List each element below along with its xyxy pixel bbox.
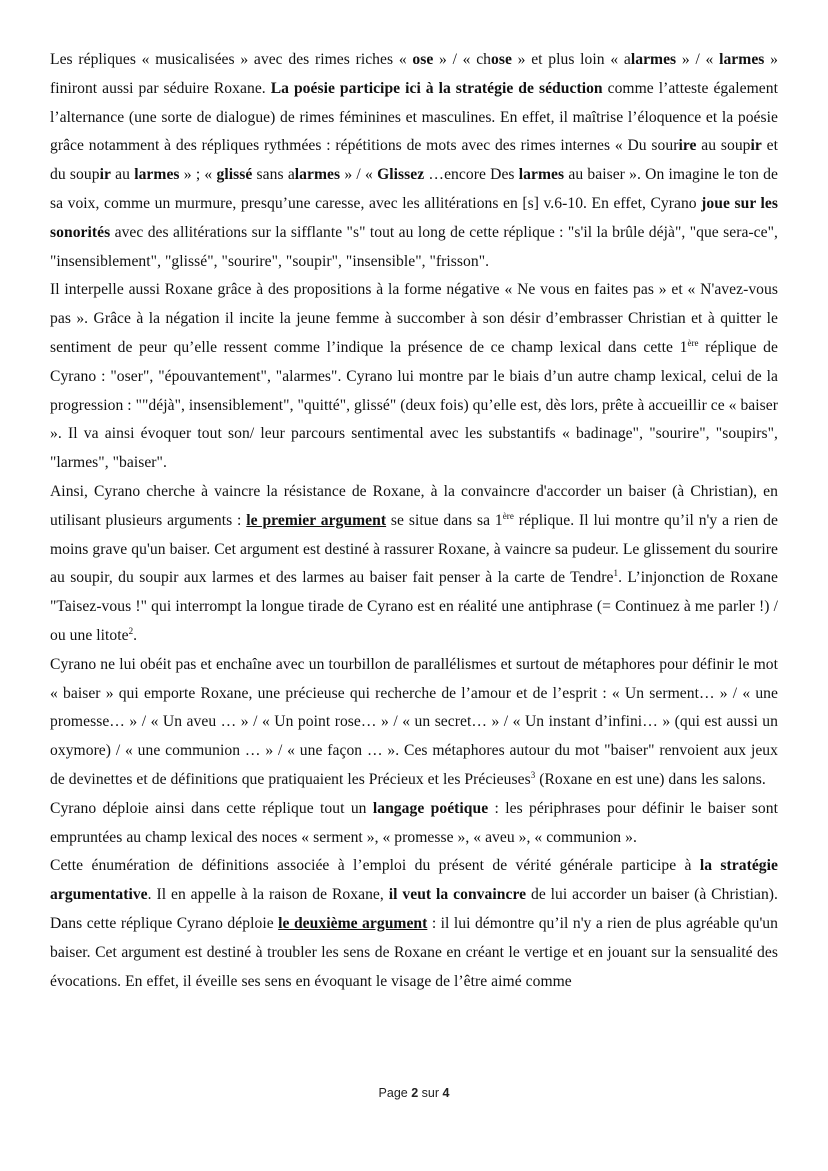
bold-text: ir — [750, 137, 762, 155]
page-label: Page — [378, 1086, 408, 1100]
bold-text: larmes — [719, 51, 765, 68]
bold-text: la stratégie argumentative — [50, 857, 778, 904]
superscript: 3 — [530, 769, 536, 780]
paragraph — [50, 478, 778, 651]
text-run: au soup — [696, 137, 751, 155]
superscript: ère — [502, 510, 514, 521]
bold-text: larmes — [294, 166, 341, 184]
text-run: : les périphrases pour définir le baiser sont empruntées au champ lexical des noces « serment », « promesse », « aveu », « communion ». — [50, 799, 778, 846]
superscript: 2 — [128, 625, 134, 636]
superscript: ère — [687, 337, 699, 348]
bold-text: ire — [678, 137, 697, 155]
superscript: 1 — [613, 568, 619, 579]
bold-text: joue sur les sonorités — [50, 194, 778, 241]
text-run: réplique de Cyrano : "oser", "épouvantement", "alarmes". Cyrano lui montre par le biais d’un autre champ lexical, celui de la progression : ""déjà", insensiblement", "quitté", glissé" (deux fois) qu’elle est, dès lors, prête à accueillir ce « baiser ». Il va ainsi évoquer tout son/ leur parcours sentimental avec les substantifs « badinage", "sourire", "soupirs", "larmes", "baiser". — [50, 338, 778, 472]
text-run: de lui accorder un baiser (à Christian). Dans cette réplique Cyrano déploie — [50, 886, 778, 932]
bold-text: larmes — [134, 166, 180, 184]
text-run: . — [133, 626, 138, 644]
text-run: » / « — [676, 51, 720, 68]
text-run: et du soup — [50, 137, 778, 184]
of-label: sur — [421, 1086, 440, 1100]
current-page-number: 2 — [411, 1086, 419, 1100]
paragraph — [50, 651, 778, 795]
text-run: Cette énumération de définitions associée à l’emploi du présent de vérité générale participe à — [50, 857, 700, 875]
page-footer — [0, 1086, 828, 1100]
bold-text: La poésie participe ici à la stratégie de séduction — [270, 79, 603, 97]
text-run: au — [110, 166, 135, 184]
text-run: sans a — [252, 166, 295, 184]
text-run: se situe dans sa 1 — [386, 511, 503, 529]
paragraph — [50, 852, 778, 996]
text-run: Cyrano déploie ainsi dans cette réplique tout un — [50, 799, 373, 817]
text-run: . Il en appelle à la raison de Roxane, — [147, 886, 389, 904]
bold-text: ose — [412, 51, 434, 68]
text-run: Les répliques « musicalisées » avec des rimes riches « — [50, 51, 413, 68]
text-run: au baiser ». On imagine le ton de sa voix, comme un murmure, presqu’une caresse, avec les allitérations en [s] v.6-10. En effet, Cyrano — [50, 166, 778, 212]
text-run: » finiront aussi par séduire Roxane. — [50, 51, 778, 97]
text-run: » / « — [340, 166, 378, 184]
bold-text: glissé — [216, 166, 253, 184]
bold-text: ir — [99, 166, 111, 184]
text-run: » / « ch — [433, 51, 492, 68]
paragraph — [50, 46, 778, 276]
text-run: avec des allitérations sur la sifflante "s" tout au long de cette réplique : "s'il la brûle déjà", "que sera-ce", "insensiblement", "glissé", "sourire", "soupir", "insensible", "frisson". — [50, 223, 778, 270]
text-run: . L’injonction de Roxane "Taisez-vous !" qui interrompt la longue tirade de Cyrano est en réalité une antiphrase (= Continuez à me parler !) / ou une litote — [50, 569, 778, 644]
text-run: …encore Des — [424, 166, 519, 184]
text-run: » et plus loin « a — [511, 51, 631, 68]
text-run: comme l’atteste également l’alternance (une sorte de dialogue) de rimes féminines et masculines. En effet, il maîtrise l’éloquence et la poésie grâce notamment à des répliques rythmées : répétitions de mots avec des rimes internes « Du sour — [50, 79, 778, 155]
bold-text: Glissez — [377, 166, 425, 184]
bold-text: langage poétique — [372, 799, 489, 817]
text-run: » ; « — [179, 166, 217, 184]
total-pages: 4 — [442, 1086, 450, 1100]
text-run: Cyrano ne lui obéit pas et enchaîne avec un tourbillon de parallélismes et surtout de métaphores pour définir le mot « baiser » qui emporte Roxane, une précieuse qui recherche de l’amour et de l’esprit : « Un serment… » / « une promesse… » / « Un aveu … » / « Un point rose… » / « un secret… » / « Un instant d’infini… » (qui est aussi un oxymore) / « une communion … » / « une façon … ». Ces métaphores autour du mot "baiser" renvoient aux jeux de devinettes et de définitions que pratiquaient les Précieux et les Précieuses — [50, 655, 778, 788]
text-run: réplique. Il lui montre qu’il n'y a rien de moins grave qu'un baiser. Cet argument est destiné à rassurer Roxane, à vaincre sa pudeur. Le glissement du sourire au soupir, du soupir aux larmes et des larmes au baiser fait penser à la carte de Tendre — [50, 511, 778, 587]
underlined-bold-text: le premier argument — [246, 511, 387, 529]
body-text — [50, 46, 778, 996]
bold-text: larmes — [518, 166, 565, 184]
text-run: Ainsi, Cyrano cherche à vaincre la résistance de Roxane, à la convaincre d'accorder un baiser (à Christian), en utilisant plusieurs arguments : — [50, 482, 778, 529]
text-run: Il interpelle aussi Roxane grâce à des propositions à la forme négative « Ne vous en faites pas » et « N'avez-vous pas ». Grâce à la négation il incite la jeune femme à succomber à son désir d’embrasser Christian et à quitter le sentiment de peur qu’elle ressent comme l’indique la présence de ce champ lexical dans cette 1 — [50, 281, 778, 356]
bold-text: larmes — [630, 51, 677, 68]
paragraph — [50, 795, 778, 853]
paragraph — [50, 276, 778, 478]
bold-text: il veut la convaincre — [388, 886, 527, 904]
bold-text: ose — [491, 51, 512, 68]
underlined-bold-text: le deuxième argument — [278, 914, 428, 932]
text-run: (Roxane en est une) dans les salons. — [535, 770, 766, 788]
text-run: : il lui démontre qu’il n'y a rien de plus agréable qu'un baiser. Cet argument est destiné à troubler les sens de Roxane en créant le vertige et en jouant sur la sensualité des évocations. En effet, il éveille ses sens en évoquant le visage de l’être aimé comme — [50, 914, 778, 990]
